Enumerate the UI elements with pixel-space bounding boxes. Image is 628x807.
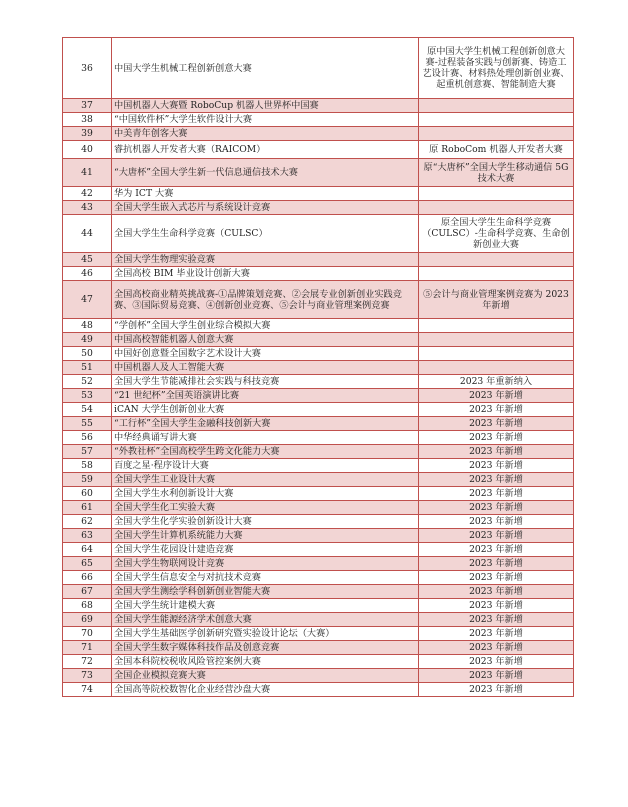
remark-cell: 2023 年新增	[419, 683, 574, 697]
row-number-cell: 48	[63, 319, 112, 333]
table-row	[63, 459, 574, 473]
row-number-cell: 74	[63, 683, 112, 697]
row-number-cell: 55	[63, 417, 112, 431]
row-number-cell: 71	[63, 641, 112, 655]
competition-name-cell: 全国大学生生命科学竞赛（CULSC）	[112, 215, 419, 253]
competition-name-cell: 睿抗机器人开发者大赛（RAICOM）	[112, 141, 419, 159]
remark-cell: 2023 年新增	[419, 571, 574, 585]
table-row	[63, 571, 574, 585]
competition-name-cell: 中国机器人及人工智能大赛	[112, 361, 419, 375]
remark-cell	[419, 201, 574, 215]
competition-name-cell: 全国大学生化学实验创新设计大赛	[112, 515, 419, 529]
row-number-cell: 69	[63, 613, 112, 627]
remark-cell: 2023 年新增	[419, 473, 574, 487]
remark-cell	[419, 99, 574, 113]
competition-name-cell: “学创杯”全国大学生创业综合模拟大赛	[112, 319, 419, 333]
table-row	[63, 215, 574, 253]
remark-cell: 2023 年新增	[419, 459, 574, 473]
row-number-cell: 50	[63, 347, 112, 361]
table-row	[63, 417, 574, 431]
competition-name-cell: 全国高等院校数智化企业经营沙盘大赛	[112, 683, 419, 697]
remark-cell: 原 RoboCom 机器人开发者大赛	[419, 141, 574, 159]
row-number-cell: 41	[63, 159, 112, 187]
remark-cell: 2023 年新增	[419, 585, 574, 599]
row-number-cell: 47	[63, 281, 112, 319]
remark-cell: 2023 年新增	[419, 515, 574, 529]
competition-name-cell: 中国好创意暨全国数字艺术设计大赛	[112, 347, 419, 361]
competition-name-cell: 全国大学生节能减排社会实践与科技竞赛	[112, 375, 419, 389]
competition-name-cell: “外教社杯”全国高校学生跨文化能力大赛	[112, 445, 419, 459]
competition-name-cell: 全国大学生物联网设计竞赛	[112, 557, 419, 571]
row-number-cell: 52	[63, 375, 112, 389]
table-row	[63, 627, 574, 641]
row-number-cell: 70	[63, 627, 112, 641]
competition-name-cell: “中国软件杯”大学生软件设计大赛	[112, 113, 419, 127]
row-number-cell: 49	[63, 333, 112, 347]
row-number-cell: 63	[63, 529, 112, 543]
row-number-cell: 59	[63, 473, 112, 487]
table-row	[63, 333, 574, 347]
table-row	[63, 543, 574, 557]
row-number-cell: 72	[63, 655, 112, 669]
remark-cell	[419, 187, 574, 201]
row-number-cell: 60	[63, 487, 112, 501]
competition-name-cell: “工行杯”全国大学生金融科技创新大赛	[112, 417, 419, 431]
competition-name-cell: 全国大学生物理实验竞赛	[112, 253, 419, 267]
competition-name-cell: 全国企业模拟竞赛大赛	[112, 669, 419, 683]
competition-name-cell: 全国大学生化工实验大赛	[112, 501, 419, 515]
table-row	[63, 403, 574, 417]
table-row	[63, 347, 574, 361]
row-number-cell: 42	[63, 187, 112, 201]
row-number-cell: 46	[63, 267, 112, 281]
remark-cell	[419, 333, 574, 347]
remark-cell: ⑤会计与商业管理案例竞赛为 2023 年新增	[419, 281, 574, 319]
competition-name-cell: 全国大学生工业设计大赛	[112, 473, 419, 487]
competition-name-cell: 全国大学生嵌入式芯片与系统设计竞赛	[112, 201, 419, 215]
table-row	[63, 613, 574, 627]
row-number-cell: 67	[63, 585, 112, 599]
table-row	[63, 38, 574, 99]
table-row	[63, 281, 574, 319]
table-row	[63, 375, 574, 389]
table-row	[63, 445, 574, 459]
table-row	[63, 501, 574, 515]
competition-name-cell: 全国大学生水利创新设计大赛	[112, 487, 419, 501]
remark-cell	[419, 267, 574, 281]
row-number-cell: 37	[63, 99, 112, 113]
table-row	[63, 361, 574, 375]
row-number-cell: 39	[63, 127, 112, 141]
table-row	[63, 99, 574, 113]
remark-cell: 2023 年新增	[419, 599, 574, 613]
table-row	[63, 201, 574, 215]
table-row	[63, 253, 574, 267]
remark-cell: 2023 年新增	[419, 487, 574, 501]
remark-cell: 2023 年重新纳入	[419, 375, 574, 389]
table-row	[63, 669, 574, 683]
row-number-cell: 61	[63, 501, 112, 515]
competition-name-cell: 全国大学生花园设计建造竞赛	[112, 543, 419, 557]
competition-name-cell: 中国机器人大赛暨 RoboCup 机器人世界杯中国赛	[112, 99, 419, 113]
competition-name-cell: 中华经典诵写讲大赛	[112, 431, 419, 445]
remark-cell	[419, 127, 574, 141]
competition-name-cell: “大唐杯”全国大学生新一代信息通信技术大赛	[112, 159, 419, 187]
row-number-cell: 53	[63, 389, 112, 403]
remark-cell: 原全国大学生生命科学竞赛（CULSC）-生命科学竞赛、生命创新创业大赛	[419, 215, 574, 253]
remark-cell: 2023 年新增	[419, 557, 574, 571]
remark-cell: 2023 年新增	[419, 627, 574, 641]
remark-cell	[419, 361, 574, 375]
remark-cell: 2023 年新增	[419, 431, 574, 445]
row-number-cell: 58	[63, 459, 112, 473]
table-row	[63, 655, 574, 669]
table-row	[63, 515, 574, 529]
competition-name-cell: 百度之星·程序设计大赛	[112, 459, 419, 473]
remark-cell: 2023 年新增	[419, 417, 574, 431]
table-row	[63, 113, 574, 127]
row-number-cell: 57	[63, 445, 112, 459]
remark-cell	[419, 347, 574, 361]
remark-cell: 2023 年新增	[419, 389, 574, 403]
competition-name-cell: 全国大学生信息安全与对抗技术竞赛	[112, 571, 419, 585]
remark-cell	[419, 319, 574, 333]
row-number-cell: 62	[63, 515, 112, 529]
table-row	[63, 683, 574, 697]
table-row	[63, 319, 574, 333]
row-number-cell: 51	[63, 361, 112, 375]
competition-name-cell: 中美青年创客大赛	[112, 127, 419, 141]
remark-cell: 2023 年新增	[419, 669, 574, 683]
remark-cell: 2023 年新增	[419, 655, 574, 669]
row-number-cell: 56	[63, 431, 112, 445]
remark-cell: 2023 年新增	[419, 403, 574, 417]
remark-cell	[419, 113, 574, 127]
competition-name-cell: 全国大学生基础医学创新研究暨实验设计论坛（大赛）	[112, 627, 419, 641]
competition-name-cell: iCAN 大学生创新创业大赛	[112, 403, 419, 417]
remark-cell: 2023 年新增	[419, 529, 574, 543]
competition-table	[62, 37, 574, 697]
remark-cell: 2023 年新增	[419, 543, 574, 557]
remark-cell: 原中国大学生机械工程创新创意大赛-过程装备实践与创新赛、铸造工艺设计赛、材料热处理创新创业赛、起重机创意赛、智能制造大赛	[419, 38, 574, 99]
row-number-cell: 40	[63, 141, 112, 159]
remark-cell: 2023 年新增	[419, 613, 574, 627]
table-row	[63, 187, 574, 201]
table-row	[63, 127, 574, 141]
competition-name-cell: 华为 ICT 大赛	[112, 187, 419, 201]
row-number-cell: 45	[63, 253, 112, 267]
row-number-cell: 38	[63, 113, 112, 127]
table-row	[63, 487, 574, 501]
row-number-cell: 43	[63, 201, 112, 215]
table-row	[63, 159, 574, 187]
row-number-cell: 36	[63, 38, 112, 99]
table-row	[63, 473, 574, 487]
table-row	[63, 267, 574, 281]
competition-name-cell: 全国大学生数字媒体科技作品及创意竞赛	[112, 641, 419, 655]
competition-name-cell: 全国大学生测绘学科创新创业智能大赛	[112, 585, 419, 599]
competition-name-cell: 全国高校商业精英挑战赛-①品牌策划竞赛、②会展专业创新创业实践竞赛、③国际贸易竞赛、④创新创业竞赛、⑤会计与商业管理案例竞赛	[112, 281, 419, 319]
competition-name-cell: “21 世纪杯”全国英语演讲比赛	[112, 389, 419, 403]
row-number-cell: 65	[63, 557, 112, 571]
competition-name-cell: 全国本科院校税收风险管控案例大赛	[112, 655, 419, 669]
table-row	[63, 141, 574, 159]
competition-name-cell: 全国高校 BIM 毕业设计创新大赛	[112, 267, 419, 281]
remark-cell: 2023 年新增	[419, 501, 574, 515]
row-number-cell: 73	[63, 669, 112, 683]
competition-name-cell: 中国大学生机械工程创新创意大赛	[112, 38, 419, 99]
table-row	[63, 557, 574, 571]
remark-cell: 2023 年新增	[419, 641, 574, 655]
competition-table-body	[63, 38, 574, 697]
table-row	[63, 599, 574, 613]
table-row	[63, 529, 574, 543]
competition-name-cell: 全国大学生统计建模大赛	[112, 599, 419, 613]
remark-cell: 2023 年新增	[419, 445, 574, 459]
row-number-cell: 68	[63, 599, 112, 613]
row-number-cell: 54	[63, 403, 112, 417]
competition-name-cell: 全国大学生计算机系统能力大赛	[112, 529, 419, 543]
remark-cell: 原“大唐杯”全国大学生移动通信 5G 技术大赛	[419, 159, 574, 187]
competition-name-cell: 全国大学生能源经济学术创意大赛	[112, 613, 419, 627]
remark-cell	[419, 253, 574, 267]
table-row	[63, 641, 574, 655]
table-row	[63, 431, 574, 445]
row-number-cell: 64	[63, 543, 112, 557]
table-row	[63, 585, 574, 599]
row-number-cell: 66	[63, 571, 112, 585]
table-row	[63, 389, 574, 403]
row-number-cell: 44	[63, 215, 112, 253]
competition-name-cell: 中国高校智能机器人创意大赛	[112, 333, 419, 347]
